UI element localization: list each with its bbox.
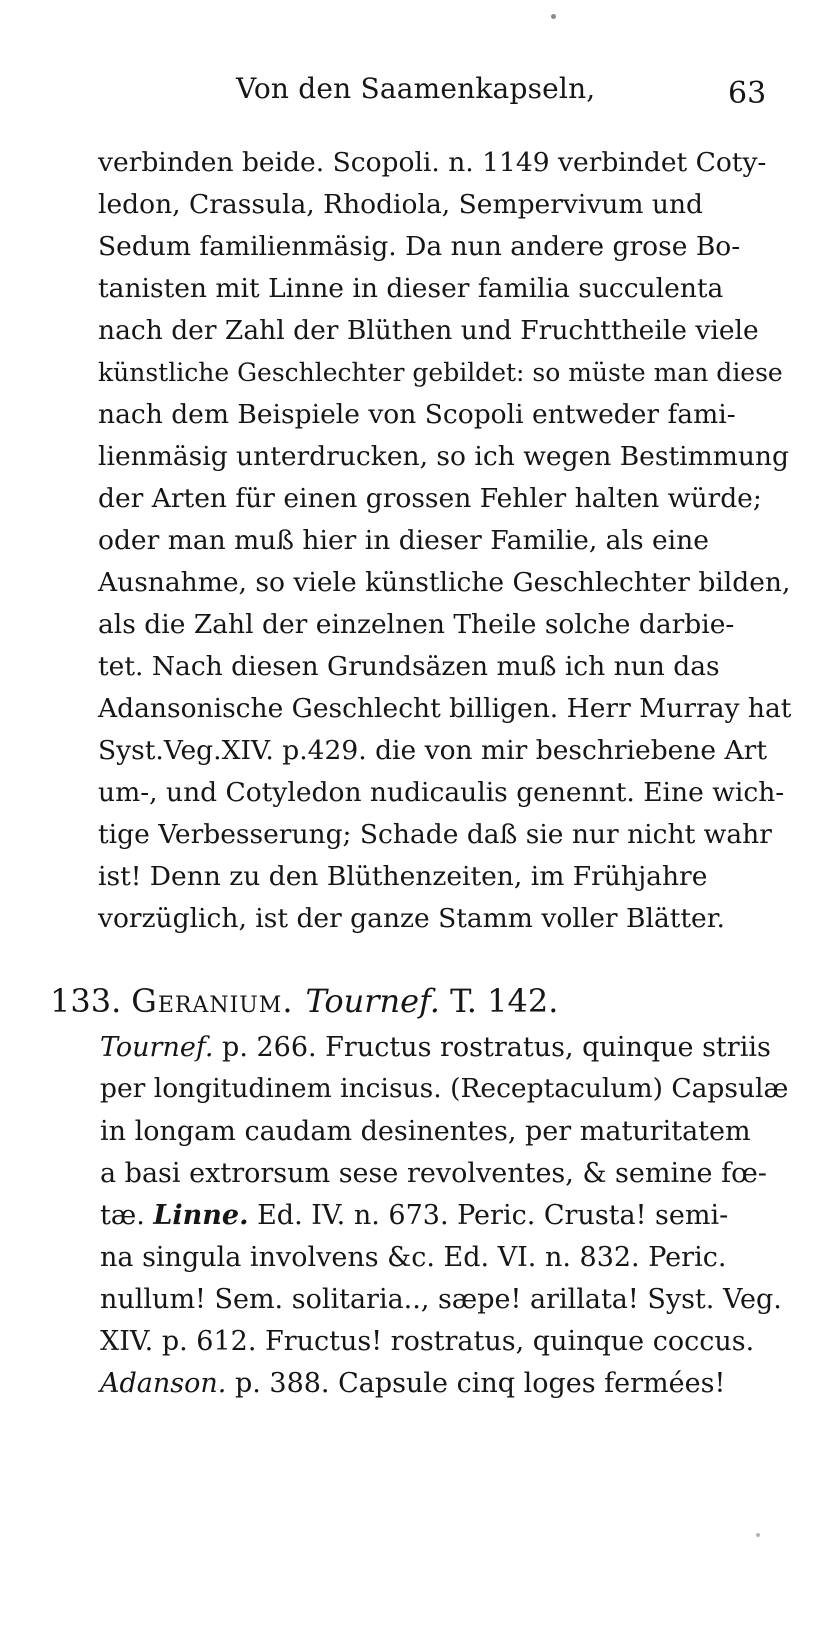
text-line: ist! Denn zu den Blüthenzeiten, im Frühjahre	[98, 861, 708, 892]
text-line: Adansonische Geschlecht billigen. Herr Murray hat	[98, 693, 792, 724]
text-line: Ausnahme, so viele künstliche Geschlechter bilden,	[98, 567, 791, 598]
text-line: lienmäsig unterdrucken, so ich wegen Bestimmung	[98, 441, 789, 472]
text-line: nach dem Beispiele von Scopoli entweder fami-	[98, 399, 736, 430]
running-header: Von den Saamenkapseln,	[236, 72, 596, 105]
text-line: Sedum familienmäsig. Da nun andere grose Bo-	[98, 231, 741, 262]
text-line: XIV. p. 612. Fructus! rostratus, quinque coccus.	[100, 1326, 755, 1357]
author-tournefort: Tournef.	[100, 1032, 214, 1063]
text-line: tæ. Linne. Ed. IV. n. 673. Peric. Crusta! semi-	[100, 1200, 729, 1231]
text-line: nach der Zahl der Blüthen und Fruchttheile viele	[98, 315, 759, 346]
reference-plate: T. 142.	[450, 982, 559, 1020]
text-line: tige Verbesserung; Schade daß sie nur nicht wahr	[98, 819, 772, 850]
text-line: Syst.Veg.XIV. p.429. die von mir beschriebene Art	[98, 735, 767, 766]
text-line: als die Zahl der einzelnen Theile solche darbie-	[98, 609, 735, 640]
text-line: tet. Nach diesen Grundsäzen muß ich nun das	[98, 651, 720, 682]
text-line: per longitudinem incisus. (Receptaculum) Capsulæ	[100, 1073, 789, 1104]
page-number: 63	[728, 76, 767, 111]
text-line: künstliche Geschlechter gebildet: so müste man diese	[98, 358, 783, 387]
text-line: nullum! Sem. solitaria.., sæpe! arillata! Syst. Veg.	[100, 1284, 782, 1315]
text-line: ledon, Crassula, Rhodiola, Sempervivum und	[98, 189, 704, 220]
text-line: na singula involvens &c. Ed. VI. n. 832. Peric.	[100, 1242, 727, 1273]
author-linne: Linne.	[153, 1200, 249, 1231]
text-line: verbinden beide. Scopoli. n. 1149 verbindet Coty-	[98, 147, 767, 178]
text-line: um-, und Cotyledon nudicaulis genennt. Eine wich-	[98, 777, 785, 808]
text-line: oder man muß hier in dieser Familie, als eine	[98, 525, 709, 556]
text-line: der Arten für einen grossen Fehler halten würde;	[98, 483, 762, 514]
ink-speck	[756, 1533, 760, 1537]
ink-speck	[551, 14, 556, 19]
text-line: Adanson. p. 388. Capsule cinq loges fermées!	[100, 1368, 726, 1399]
entry-number: 133.	[50, 982, 122, 1020]
author-adanson: Adanson.	[100, 1368, 227, 1399]
text-line: Tournef. p. 266. Fructus rostratus, quinque striis	[100, 1032, 771, 1063]
text-line: tanisten mit Linne in dieser familia succulenta	[98, 273, 724, 304]
genus-name: Geranium.	[131, 982, 294, 1020]
text-line: in longam caudam desinentes, per maturitatem	[100, 1116, 751, 1147]
text-line: a basi extrorsum sese revolventes, & semine fœ-	[100, 1158, 767, 1189]
text-line: vorzüglich, ist der ganze Stamm voller Blätter.	[98, 903, 725, 934]
entry-heading	[50, 982, 558, 1020]
reference-author: Tournef.	[305, 982, 440, 1020]
